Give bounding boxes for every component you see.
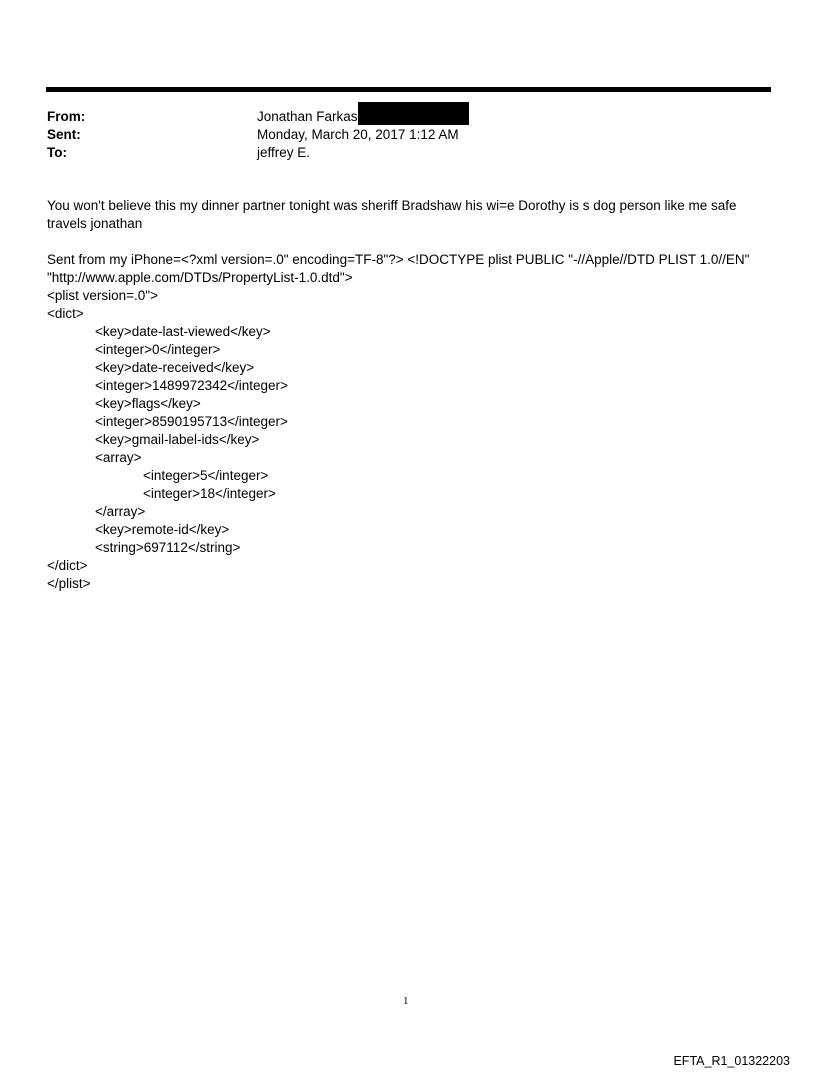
sent-label: Sent:	[47, 127, 81, 142]
plist-line: </array>	[95, 504, 146, 519]
sent-value: Monday, March 20, 2017 1:12 AM	[257, 127, 459, 142]
from-name: Jonathan Farkas	[257, 109, 358, 124]
message-body: You won't believe this my dinner partner tonight was sheriff Bradshaw his wi=e Dorothy is s dog person like me safe travels jonathan	[47, 198, 737, 231]
plist-line: <integer>18</integer>	[143, 486, 276, 501]
plist-line: <string>697112</string>	[95, 540, 241, 555]
page-number: 1	[403, 995, 409, 1007]
plist-line: <dict>	[47, 306, 84, 321]
header-rule	[46, 87, 771, 92]
plist-line: </plist>	[47, 576, 91, 591]
from-value	[257, 108, 469, 126]
plist-line: <integer>1489972342</integer>	[95, 378, 288, 393]
to-label: To:	[47, 145, 67, 160]
to-value: jeffrey E.	[257, 145, 311, 160]
plist-block	[47, 251, 767, 593]
plist-line: <key>date-received</key>	[95, 360, 255, 375]
signature-line: Sent from my iPhone=<?xml version=.0" encoding=TF-8"?> <!DOCTYPE plist PUBLIC "-//Apple//DTD PLIST 1.0//EN"	[47, 252, 750, 267]
plist-line: "http://www.apple.com/DTDs/PropertyList-1.0.dtd">	[47, 270, 353, 285]
document-id: EFTA_R1_01322203	[673, 1054, 790, 1068]
plist-line: <integer>5</integer>	[143, 468, 269, 483]
plist-line: </dict>	[47, 558, 88, 573]
plist-line: <integer>0</integer>	[95, 342, 221, 357]
plist-line: <plist version=.0">	[47, 288, 158, 303]
plist-line: <array>	[95, 450, 142, 465]
plist-line: <key>remote-id</key>	[95, 522, 230, 537]
plist-line: <integer>8590195713</integer>	[95, 414, 288, 429]
plist-line: <key>flags</key>	[95, 396, 201, 411]
redaction-box	[358, 102, 469, 125]
plist-lines	[47, 269, 767, 593]
from-label: From:	[47, 109, 86, 124]
plist-line: <key>gmail-label-ids</key>	[95, 432, 260, 447]
plist-line: <key>date-last-viewed</key>	[95, 324, 271, 339]
